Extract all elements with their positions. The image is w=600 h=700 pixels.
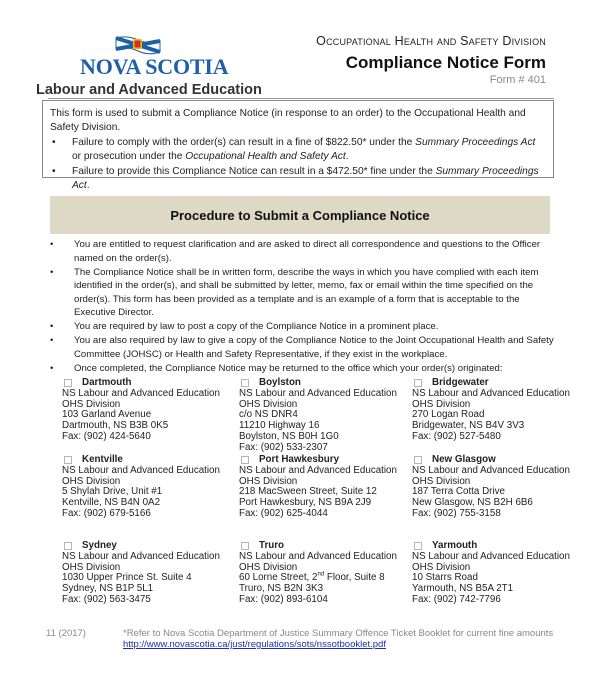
procedure-item: • Once completed, the Compliance Notice may be returned to the office which your order(s) originated: — [50, 362, 503, 374]
office-dartmouth: Dartmouth NS Labour and Advanced Education OHS Division 103 Garland Avenue Dartmouth, NS B3B 0K5 Fax: (902) 424-5640 — [62, 377, 220, 442]
nova-scotia-logo — [36, 24, 262, 98]
intro-box — [42, 100, 554, 191]
office-checkbox[interactable] — [64, 379, 72, 387]
bullet-icon: • — [52, 166, 56, 177]
bullet-icon: • — [50, 362, 54, 374]
procedure-list — [46, 238, 556, 376]
bullet-icon: • — [50, 266, 54, 278]
office-sydney: Sydney NS Labour and Advanced Education OHS Division 1030 Upper Prince St. Suite 4 Sydney, NS B1P 5L1 Fax: (902) 563-3475 — [62, 540, 220, 605]
office-checkbox[interactable] — [241, 542, 249, 550]
procedure-heading: Procedure to Submit a Compliance Notice — [50, 196, 550, 234]
office-bridgewater: Bridgewater NS Labour and Advanced Education OHS Division 270 Logan Road Bridgewater, NS B4V 3V3 Fax: (902) 527-5480 — [412, 377, 570, 442]
fine-warning-item: • Failure to provide this Compliance Notice can result in a $472.50* fine under the Summary Proceedings Act. — [52, 166, 539, 191]
procedure-item: • You are required by law to post a copy of the Compliance Notice in a prominent place. — [50, 321, 439, 332]
office-checkbox[interactable] — [241, 379, 249, 387]
bullet-icon: • — [50, 335, 54, 346]
office-truro: Truro NS Labour and Advanced Education OHS Division 60 Lorne Street, 2nd Floor, Suite 8 Truro, NS B2N 3K3 Fax: (902) 893-6104 — [239, 540, 397, 605]
division-name: Occupational Health and Safety Division — [316, 34, 546, 48]
office-checkbox[interactable] — [414, 379, 422, 387]
office-checkbox[interactable] — [414, 542, 422, 550]
office-boylston: Boylston NS Labour and Advanced Education OHS Division c/o NS DNR4 11210 Highway 16 Boylston, NS B0H 1G0 Fax: (902) 533-2307 — [239, 377, 397, 453]
office-kentville: Kentville NS Labour and Advanced Education OHS Division 5 Shylah Drive, Unit #1 Kentville, NS B4N 0A2 Fax: (902) 679-5166 — [62, 454, 220, 519]
page-title: Compliance Notice Form — [345, 53, 546, 72]
bullet-icon: • — [50, 321, 54, 332]
fine-warnings-list — [50, 136, 546, 192]
procedure-item: • You are also required by law to give a copy of the Compliance Notice to the Joint Occupational Health and Safety Committee (JOHSC) or Health and Safety Representative, if they exist in the workplace. — [50, 335, 554, 360]
nova-scotia-flag-icon — [114, 34, 162, 56]
office-checkbox[interactable] — [64, 456, 72, 464]
form-number: Form # 401 — [489, 74, 546, 86]
header-divider — [48, 98, 554, 99]
office-checkbox[interactable] — [414, 456, 422, 464]
revision-date: 11 (2017) — [46, 628, 86, 639]
office-port-hawkesbury: Port Hawkesbury NS Labour and Advanced Education OHS Division 218 MacSween Street, Suite 12 Port Hawkesbury, NS B9A 2J9 Fax: (902) 625-4044 — [239, 454, 397, 519]
form-header — [316, 34, 546, 86]
logo-wordmark: NOVA SCOTIA — [80, 54, 229, 79]
office-new-glasgow: New Glasgow NS Labour and Advanced Education OHS Division 187 Terra Cotta Drive New Glasgow, NS B2H 6B6 Fax: (902) 755-3158 — [412, 454, 570, 519]
office-checkbox[interactable] — [64, 542, 72, 550]
intro-text: This form is used to submit a Compliance Notice (in response to an order) to the Occupational Health and Safety Division. — [50, 108, 526, 133]
bullet-icon: • — [50, 239, 54, 250]
fine-footnote: *Refer to Nova Scotia Department of Justice Summary Offence Ticket Booklet for current fine amounts — [123, 628, 554, 639]
procedure-item: • You are entitled to request clarification and are asked to direct all correspondence and questions to the Officer named on the order(s). — [50, 239, 541, 264]
office-checkbox[interactable] — [241, 456, 249, 464]
department-name: Labour and Advanced Education — [36, 82, 262, 98]
office-yarmouth: Yarmouth NS Labour and Advanced Education OHS Division 10 Starrs Road Yarmouth, NS B5A 2T1 Fax: (902) 742-7796 — [412, 540, 570, 605]
procedure-item: • The Compliance Notice shall be in written form, describe the ways in which you have complied with each item identified in the order(s), and shall be submitted by letter, memo, fax or email within the time specified on the order(s). This form has been provided as a template and is an example of a form that is acceptable to the Executive Director. — [50, 266, 539, 318]
ticket-booklet-link[interactable]: http://www.novascotia.ca/just/regulations/sots/nssotbooklet.pdf — [123, 639, 386, 650]
fine-warning-item: • Failure to comply with the order(s) can result in a fine of $822.50* under the Summary Proceedings Act or prosecution under the Occupational Health and Safety Act. — [52, 137, 536, 162]
bullet-icon: • — [52, 137, 56, 148]
